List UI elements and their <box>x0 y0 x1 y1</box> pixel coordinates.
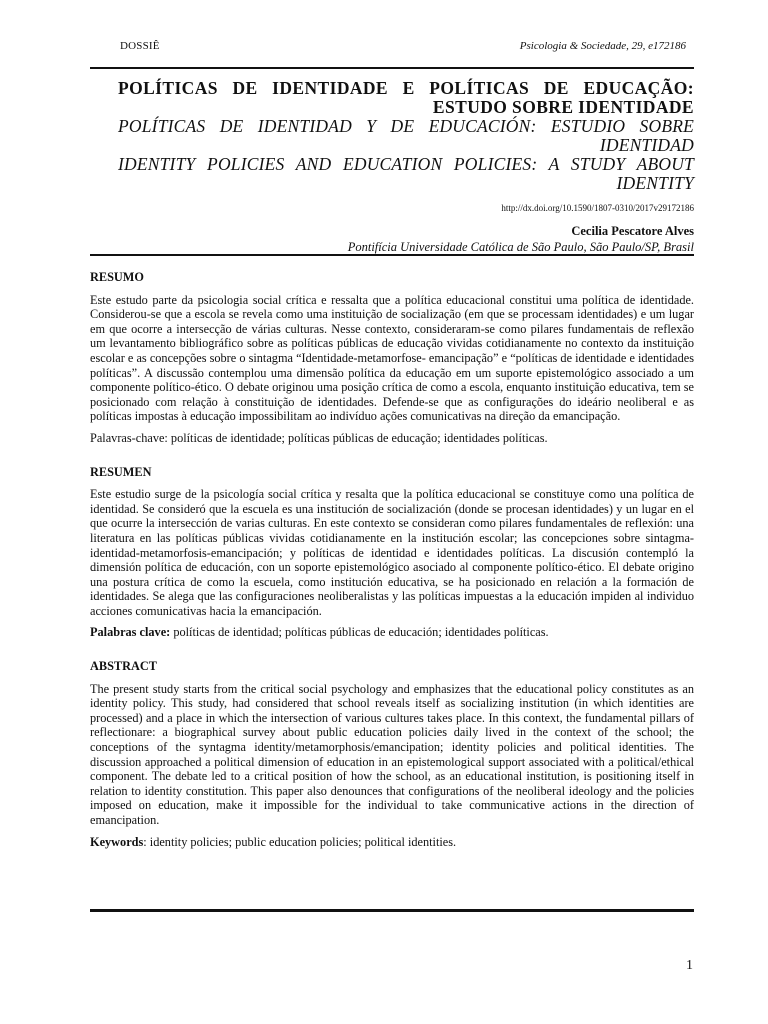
resumen-keywords <box>90 625 694 640</box>
resumo-heading: RESUMO <box>90 270 144 284</box>
abstract-section <box>90 659 694 849</box>
resumen-heading: RESUMEN <box>90 464 152 479</box>
page-number: 1 <box>686 958 693 973</box>
abstract-keywords <box>90 835 694 850</box>
section-label: DOSSIÊ <box>120 40 160 52</box>
author-name: Cecilia Pescatore Alves <box>571 224 694 238</box>
resumo-text: Este estudo parte da psicologia social crítica e ressalta que a política educacional constitui uma política de identidade. Considerou-se que a escola se revela como uma instituição de socialização (em que se processam identidades) e um lugar em que ocorre a intersecção de várias culturas. Nesse contexto, consideraram-se como pilares fundamentais de reflexão um levantamento bibliográfico sobre as políticas públicas de educação vividas cotidianamente no contexto da instituição escolar e as concepções sobre o sintagma “Identidade-metamorfose- emancipação” e “políticas de identidade e identidades políticas”. A discussão contemplou uma dimensão política da educação em um suporte epistemológico associado a um componente político-ético. O debate originou uma posição crítica de como a escola, enquanto instituição educativa, tem se posicionado com relação à constituição de identidades. Defende-se que as configurações do ideário neoliberal e as políticas impostas à educação impossibilitam ao indivíduo ações comunicativas na direção da emancipação. <box>90 292 694 424</box>
journal-citation: Psicologia & Sociedade, 29, e172186 <box>519 40 686 52</box>
abstracts <box>90 270 694 868</box>
resumen-keywords-list: políticas de identidad; políticas públicas de educación; identidades políticas. <box>170 625 549 640</box>
abstract-keywords-list: : identity policies; public education policies; political identities. <box>143 834 457 849</box>
resumen-section <box>90 465 694 641</box>
resumen-keywords-label: Palabras clave: <box>90 625 171 640</box>
doi-link[interactable]: http://dx.doi.org/10.1590/1807-0310/2017v29172186 <box>501 203 694 213</box>
bottom-rule <box>90 909 694 912</box>
title-portuguese: POLÍTICAS DE IDENTIDADE E POLÍTICAS DE EDUCAÇÃO: ESTUDO SOBRE IDENTIDADE <box>118 78 694 117</box>
top-rule <box>90 67 694 69</box>
abstract-text: The present study starts from the critical social psychology and emphasizes that the educational policy constitutes as an identity policy. This study, had considered that school reveals itself as socializing institution (in which identities are processed) and a place in which the intersection of various cultures takes place. In this context, the fundamental pillars of reflectionare: a biographical survey about public education policies daily lived in the context of the school; the conceptions of the syntagma identity/metamorphosis/emancipation; identity policies and political identities. The discussion approached a political dimension of education in an epistemological support associated with a political/ethical component. The debate led to a critical position of how the school, as an educational institution, is positioning itself in relation to identity constitution. This paper also denounces that configurations of the neoliberal ideology and the policies imposed on education, make it impossible for the individual to take communicative actions in the direction of emancipation. <box>90 681 694 827</box>
abstract-heading: ABSTRACT <box>90 659 157 674</box>
resumo-keywords: Palavras-chave: políticas de identidade; políticas públicas de educação; identidades políticas. <box>90 430 548 445</box>
author-affiliation: Pontifícia Universidade Católica de São Paulo, São Paulo/SP, Brasil <box>347 240 694 254</box>
header-rule <box>90 254 694 256</box>
resumen-text: Este estudio surge de la psicología social crítica y resalta que la política educacional se constituye como una política de identidad. Se consideró que la escuela es una institución de socialización (donde se procesan identidades) y un lugar en el que ocurre la intersección de varias culturas. En este contexto se consideran como pilares fundamentales de reflexión: una literatura en las políticas públicas vividas cotidianamente en la institución escolar; las concepciones sobre sintagma-identidad-metamorfosis-emancipación; y políticas de identidad e identidades políticas. La discusión contempló la dimensión política de educación, con un soporte epistemológico asociado al componente político-ético. El debate origino una postura crítica de como la escuela, como institución educativa, se ha posicionado en relación a la formación de identidades. Se alega que las configuraciones neoliberalistas y las políticas impuestas a la educación impiden al individuo acciones comunicativas hacia la emancipación. <box>90 487 694 618</box>
resumo-section <box>90 270 694 446</box>
title-block <box>118 79 694 255</box>
abstract-keywords-label: Keywords <box>90 834 144 849</box>
running-head <box>120 40 686 56</box>
title-spanish: POLÍTICAS DE IDENTIDAD Y DE EDUCACIÓN: ESTUDIO SOBRE IDENTIDAD <box>118 116 694 155</box>
title-english: IDENTITY POLICIES AND EDUCATION POLICIES: A STUDY ABOUT IDENTITY <box>118 154 694 193</box>
